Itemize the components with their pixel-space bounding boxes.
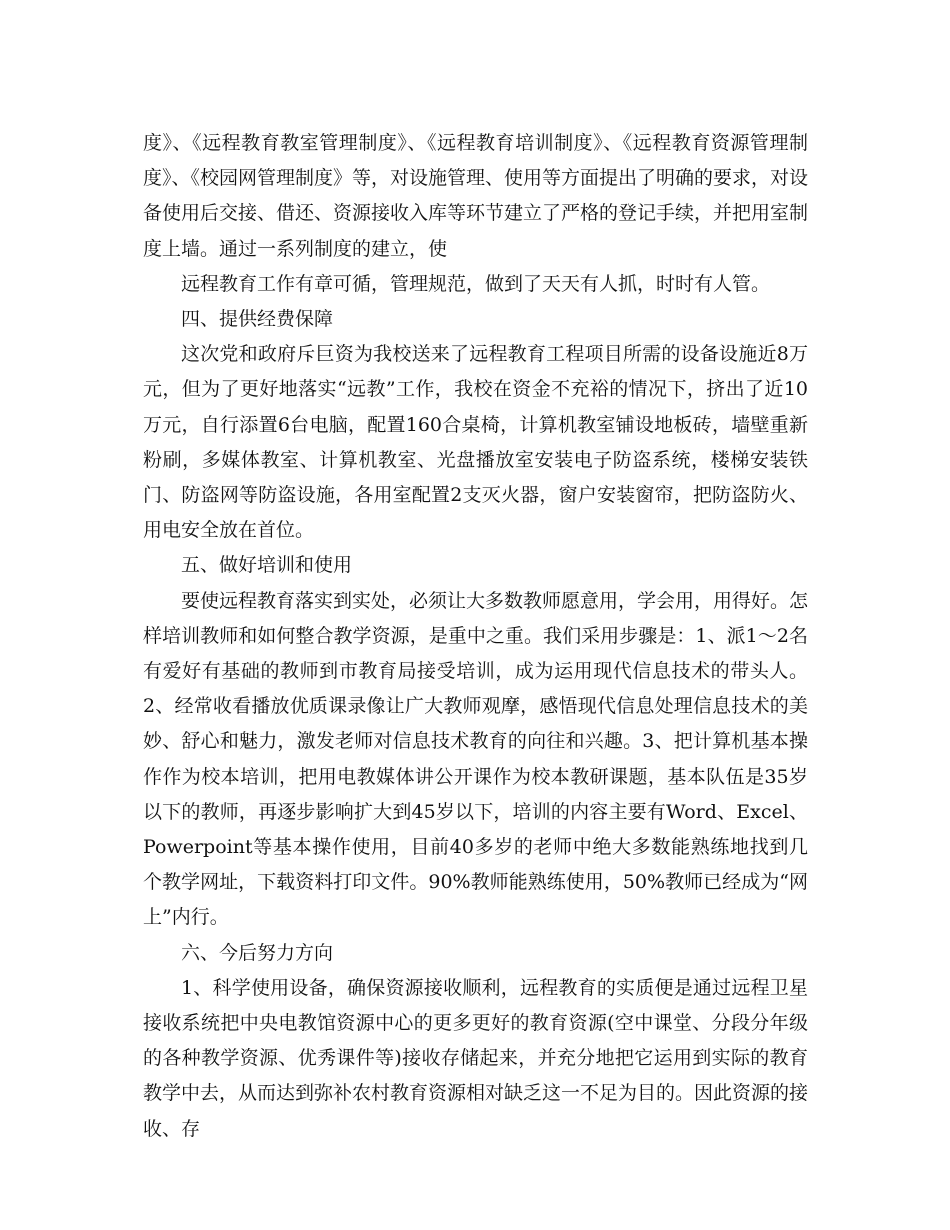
paragraph-rules-intro: 度》、《远程教育教室管理制度》、《远程教育培训制度》、《远程教育资源管理制度》、《校园网管理制度》等，对设施管理、使用等方面提出了明确的要求，对设备使用后交接、借还、资源接收入库等环节建立了严格的登记手续，并把用室制度上墙。通过一系列制度的建立，使 — [143, 132, 809, 260]
section-heading-training: 五、做好培训和使用 — [181, 554, 353, 577]
section-heading-funding: 四、提供经费保障 — [181, 308, 334, 331]
section-heading-future: 六、今后努力方向 — [181, 941, 334, 964]
paragraph-future: 1、科学使用设备，确保资源接收顺利，远程教育的实质便是通过远程卫星接收系统把中央电教馆资源中心的更多更好的教育资源(空中课堂、分段分年级的各种教学资源、优秀课件等)接收存储起来，并充分地把它运用到实际的教育教学中去，从而达到弥补农村教育资源相对缺乏这一不足为目的。因此资源的接收、存 — [143, 976, 809, 1140]
document-page — [143, 126, 808, 1147]
paragraph-training: 要使远程教育落实到实处，必须让大多数教师愿意用，学会用，用得好。怎样培训教师和如何整合教学资源，是重中之重。我们采用步骤是：1、派1～2名有爱好有基础的教师到市教育局接受培训，成为运用现代信息技术的带头人。2、经常收看播放优质课录像让广大教师观摩，感悟现代信息处理信息技术的美妙、舒心和魅力，激发老师对信息技术教育的向往和兴趣。3、把计算机基本操作作为校本培训，把用电教媒体讲公开课作为校本教研课题，基本队伍是35岁以下的教师，再逐步影响扩大到45岁以下，培训的内容主要有Word、Excel、Powerpoint等基本操作使用，目前40多岁的老师中绝大多数能熟练地找到几个教学网址，下载资料打印文件。90%教师能熟练使用，50%教师已经成为“网上”内行。 — [143, 589, 809, 929]
paragraph-rules-result: 远程教育工作有章可循，管理规范，做到了天天有人抓，时时有人管。 — [181, 272, 771, 295]
paragraph-funding: 这次党和政府斥巨资为我校送来了远程教育工程项目所需的设备设施近8万元，但为了更好地落实“远教”工作，我校在资金不充裕的情况下，挤出了近10万元，自行添置6台电脑，配置160合桌椅，计算机教室铺设地板砖，墙壁重新粉刷，多媒体教室、计算机教室、光盘播放室安装电子防盗系统，楼梯安装铁门、防盗网等防盗设施，各用室配置2支灭火器，窗户安装窗帘，把防盗防火、用电安全放在首位。 — [143, 343, 808, 542]
